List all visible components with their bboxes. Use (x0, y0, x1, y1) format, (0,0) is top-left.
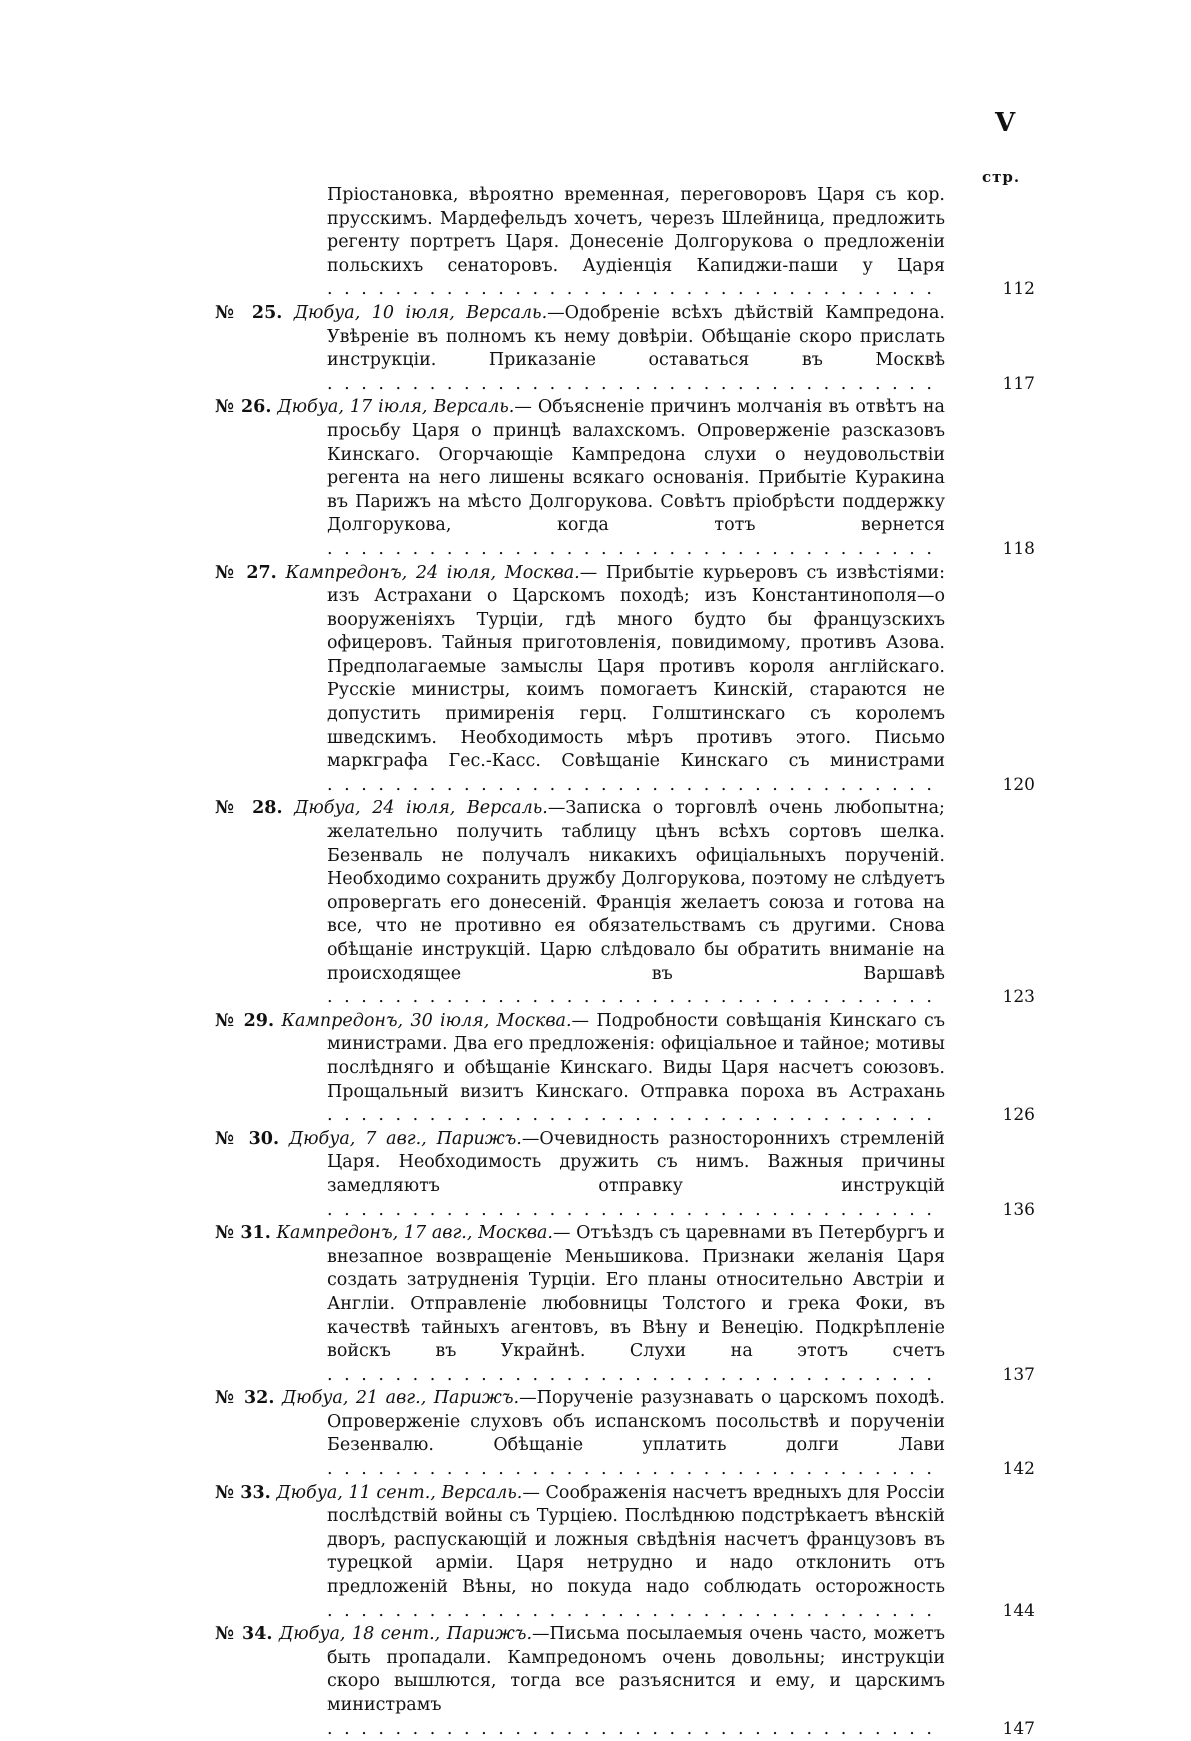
entry-place: Версаль. (441, 1482, 523, 1503)
entry-summary: — Соображенія насчетъ вредныхъ для Россіи послѣдствій войны съ Турціею. Послѣднюю подстрѣкаетъ вѣнскій дворъ, распускающій и ложныя свѣдѣнія насчетъ французовъ въ турецкой арміи. Царя нетрудно и надо отклонить отъ предложеній Вѣны, но покуда надо соблюдать осторожность (327, 1482, 945, 1598)
entry-author: Кампредонъ, (281, 1010, 404, 1031)
toc-entry (215, 184, 1035, 302)
entry-page-number: 137 (1002, 1364, 1035, 1385)
toc-entry (215, 1128, 1035, 1222)
entry-content (215, 1483, 945, 1621)
entry-author: Дюбуа, (288, 1128, 356, 1149)
dot-leader: . . . . . . . . . . . . . . . . . . . . . . . . . . . . . . . . . . . . (327, 987, 935, 1008)
entry-date: 24 іюля, (372, 798, 456, 819)
dot-leader: . . . . . . . . . . . . . . . . . . . . . . . . . . . . . . . . . . . . (327, 1459, 935, 1480)
entry-page-number: 144 (1002, 1600, 1035, 1621)
entry-content (215, 1223, 945, 1385)
toc-entry (215, 1010, 1035, 1128)
entry-place: Версаль. (466, 302, 548, 323)
toc-entry (215, 562, 1035, 798)
entry-number: № 28. (215, 798, 283, 819)
entry-place: Москва. (496, 1010, 572, 1031)
entry-place: Москва. (504, 562, 580, 583)
entry-author: Дюбуа, (294, 798, 361, 819)
entry-number: № 29. (215, 1010, 275, 1031)
entry-summary: — Отъѣздъ съ царевнами въ Петербургъ и внезапное возвращеніе Меньшикова. Признаки желанія Царя создать затрудненія Турціи. Его планы относительно Австріи и Англіи. Отправленіе любовницы Толстого и грека Фоки, въ качествѣ тайныхъ агентовъ, въ Вѣну и Венецію. Подкрѣпленіе войскъ въ Украйнѣ. Слухи на этотъ счетъ (327, 1223, 945, 1362)
entry-summary: —Очевидность разностороннихъ стремленій Царя. Необходимость дружить съ нимъ. Важныя причины замедляютъ отправку инструкцій (327, 1128, 945, 1196)
entry-number: № 33. (215, 1482, 271, 1503)
entry-author: Дюбуа, (293, 302, 361, 323)
entry-author: Кампредонъ, (285, 562, 408, 583)
dot-leader: . . . . . . . . . . . . . . . . . . . . . . . . . . . . . . . . . . . . (327, 1364, 935, 1385)
dot-leader: . . . . . . . . . . . . . . . . . . . . . . . . . . . . . . . . . . . . (327, 1600, 935, 1621)
entry-page-number: 147 (1002, 1718, 1035, 1739)
dot-leader: . . . . . . . . . . . . . . . . . . . . . . . . . . . . . . . . . . . . (327, 279, 935, 300)
entry-page-number: 123 (1002, 987, 1035, 1008)
entry-summary: —Записка о торговлѣ очень любопытна; желательно получить таблицу цѣнъ всѣхъ сортовъ шелка. Безенваль не получалъ никакихъ офиціальныхъ порученій. Необходимо сохранить дружбу Долгорукова, поэтому не слѣдуетъ опровергать его донесеній. Франція желаетъ союза и готова на все, что не противно ея обязательствамъ съ другими. Снова обѣщаніе инструкцій. Царю слѣдовало бы обратить вниманіе на происходящее въ Варшавѣ (327, 798, 945, 984)
entry-number: № 30. (215, 1128, 280, 1149)
table-of-contents (215, 184, 1035, 1741)
entry-number: № 31. (215, 1223, 271, 1244)
entry-number: № 27. (215, 562, 277, 583)
entry-content (215, 798, 945, 1007)
toc-entry (215, 1482, 1035, 1624)
entry-author: Дюбуа, (277, 397, 344, 418)
entry-date: 10 іюля, (371, 302, 455, 323)
dot-leader: . . . . . . . . . . . . . . . . . . . . . . . . . . . . . . . . . . . . (327, 373, 935, 394)
entry-date: 17 іюля, (349, 397, 428, 418)
toc-entry (215, 1387, 1035, 1481)
entry-content (215, 563, 945, 795)
entry-content (215, 1011, 945, 1125)
entry-summary: — Прибытіе курьеровъ съ извѣстіями: изъ Астрахани о Царскомъ походѣ; изъ Константинополя—о вооруженіяхъ Турціи, гдѣ много будто бы французскихъ офицеровъ. Тайныя приготовленія, повидимому, противъ Азова. Предполагаемые замыслы Царя противъ короля англійскаго. Русскіе министры, коимъ помогаетъ Кинскій, стараются не допустить примиренія герц. Голштинскаго съ королемъ шведскимъ. Необходимость мѣръ противъ этого. Письмо маркграфа Гес.-Касс. Совѣщаніе Кинскаго съ министрами (327, 562, 945, 772)
entry-summary: — Объясненіе причинъ молчанія въ отвѣтъ на просьбу Царя о принцѣ валахскомъ. Опроверженіе разсказовъ Кинскаго. Огорчающіе Кампредона слухи о неудовольствіи регента на него лишены всякаго основанія. Прибытіе Куракина въ Парижъ на мѣсто Долгорукова. Совѣтъ пріобрѣсти поддержку Долгорукова, когда тотъ вернется (327, 397, 945, 536)
entry-place: Москва. (478, 1223, 553, 1244)
entry-content (215, 1129, 945, 1220)
toc-entry (215, 1623, 1035, 1741)
dot-leader: . . . . . . . . . . . . . . . . . . . . . . . . . . . . . . . . . . . . (327, 1718, 935, 1739)
toc-entry (215, 302, 1035, 396)
entry-content (215, 303, 945, 394)
entry-page-number: 126 (1002, 1105, 1035, 1126)
entry-author: Дюбуа, (279, 1624, 346, 1645)
entry-place: Версаль. (466, 798, 548, 819)
entry-number: № 32. (215, 1388, 275, 1409)
entry-number: № 26. (215, 397, 272, 418)
entry-date: 21 авг., (355, 1388, 427, 1409)
entry-author: Дюбуа, (281, 1388, 349, 1409)
entry-content (215, 397, 945, 559)
entry-date: 18 сент., (352, 1624, 441, 1645)
entry-date: 30 іюля, (410, 1010, 490, 1031)
dot-leader: . . . . . . . . . . . . . . . . . . . . . . . . . . . . . . . . . . . . (327, 1105, 935, 1126)
toc-entry (215, 1222, 1035, 1387)
entry-content (327, 185, 945, 299)
entry-number: № 34. (215, 1624, 273, 1645)
entry-place: Парижъ. (436, 1128, 522, 1149)
page-number: V (995, 108, 1016, 138)
entry-place: Парижъ. (446, 1624, 533, 1645)
toc-entry (215, 797, 1035, 1009)
entry-date: 11 сент., (348, 1482, 436, 1503)
entry-summary: —Письма посылаемыя очень часто, можетъ быть пропадали. Кампредономъ очень довольны; инструкціи скоро вышлются, тогда все разъяснится и ему, и царскимъ министрамъ (327, 1624, 945, 1715)
entry-content (215, 1624, 945, 1738)
entry-author: Кампредонъ, (276, 1223, 399, 1244)
entry-date: 7 авг., (365, 1128, 427, 1149)
entry-summary: — Подробности совѣщанія Кинскаго съ министрами. Два его предложенія: офиціальное и тайное; мотивы послѣдняго и обѣщаніе Кинскаго. Виды Царя насчетъ союзовъ. Прощальный визитъ Кинскаго. Отправка пороха въ Астрахань (327, 1010, 945, 1102)
toc-entry (215, 396, 1035, 561)
entry-page-number: 136 (1002, 1199, 1035, 1220)
entry-summary: Пріостановка, вѣроятно временная, переговоровъ Царя съ кор. прусскимъ. Мардефельдъ хочетъ, черезъ Шлейница, предложить регенту портретъ Царя. Донесеніе Долгорукова о предложеніи польскихъ сенаторовъ. Аудіенція Капиджи-паши у Царя (327, 185, 945, 276)
entry-date: 17 авг., (403, 1223, 473, 1244)
entry-author: Дюбуа, (276, 1482, 343, 1503)
dot-leader: . . . . . . . . . . . . . . . . . . . . . . . . . . . . . . . . . . . . (327, 538, 935, 559)
entry-summary: —Одобреніе всѣхъ дѣйствій Кампредона. Увѣреніе въ полномъ къ нему довѣріи. Обѣщаніе скоро прислать инструкціи. Приказаніе оставаться въ Москвѣ (327, 302, 945, 371)
entry-place: Парижъ. (433, 1388, 520, 1409)
entry-place: Версаль. (433, 397, 515, 418)
entry-summary: —Порученіе разузнавать о царскомъ походѣ. Опроверженіе слуховъ объ испанскомъ посольствѣ и порученіи Безенвалю. Обѣщаніе уплатить долги Лави (327, 1388, 945, 1456)
entry-page-number: 112 (1002, 279, 1035, 300)
entry-date: 24 іюля, (415, 562, 497, 583)
entry-page-number: 120 (1002, 774, 1035, 795)
entry-number: № 25. (215, 302, 283, 323)
entry-page-number: 142 (1002, 1459, 1035, 1480)
dot-leader: . . . . . . . . . . . . . . . . . . . . . . . . . . . . . . . . . . . . (327, 1199, 935, 1220)
entry-page-number: 118 (1002, 538, 1035, 559)
entry-page-number: 117 (1002, 373, 1035, 394)
dot-leader: . . . . . . . . . . . . . . . . . . . . . . . . . . . . . . . . . . . . (327, 774, 935, 795)
page-column-label: стр. (982, 168, 1021, 186)
entry-content (215, 1388, 945, 1479)
